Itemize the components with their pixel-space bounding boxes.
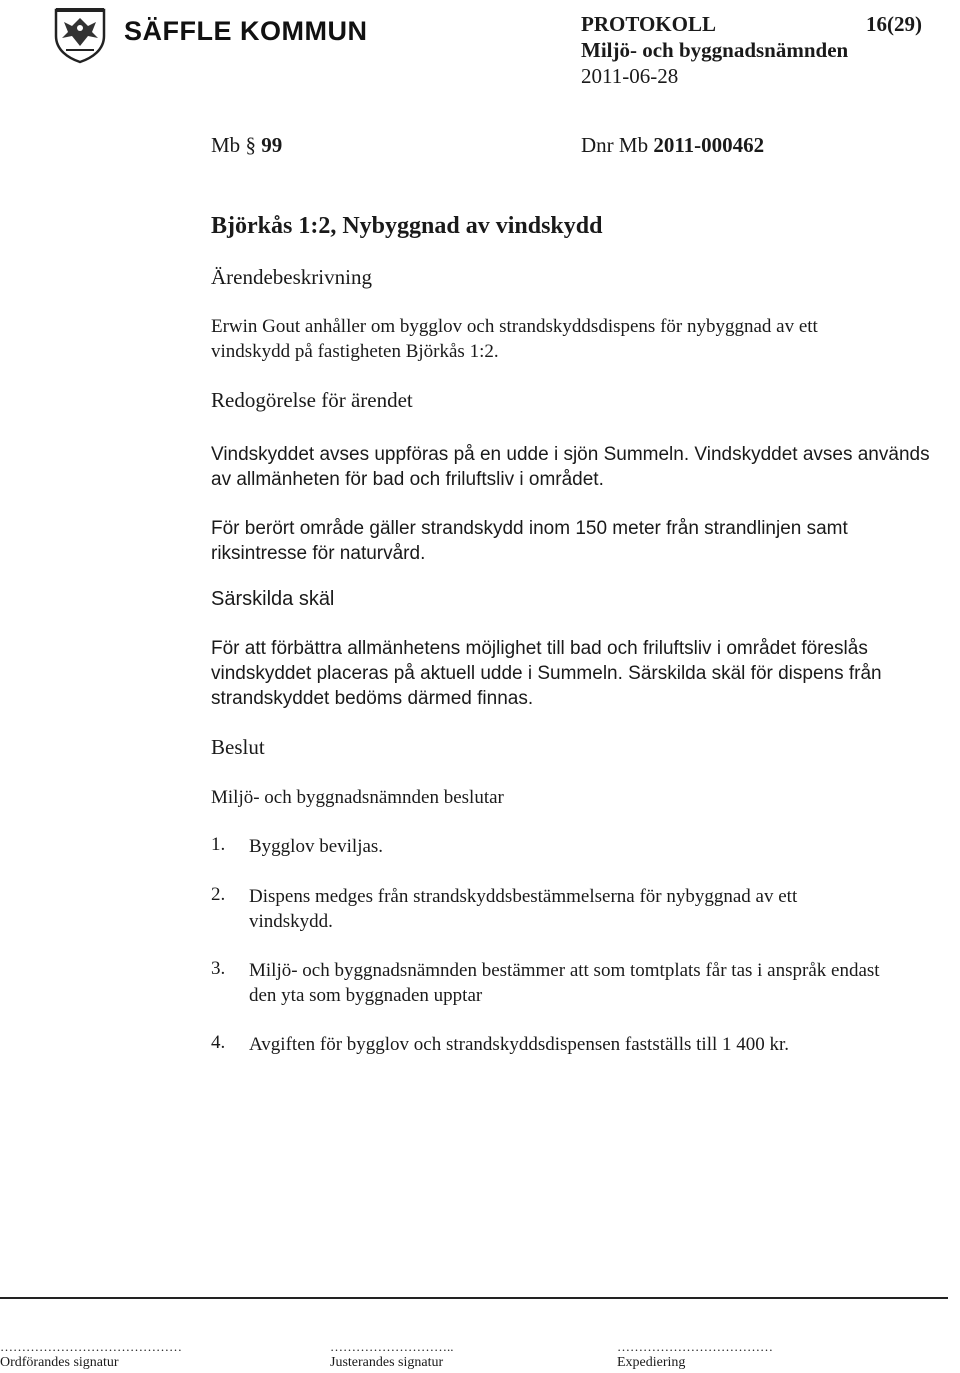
adjuster-signature-line: ……………………….. <box>330 1339 454 1354</box>
reasons-text <box>211 636 882 711</box>
account-paragraph-1 <box>211 442 930 492</box>
description-text <box>211 314 818 364</box>
section-symbol: § <box>245 133 256 157</box>
chair-signature-label: Ordförandes signatur <box>0 1355 119 1370</box>
decision-item-line: Miljö- och byggnadsnämnden bestämmer att som tomtplats får tas i anspråk endast <box>249 960 880 981</box>
municipality-name: SÄFFLE KOMMUN <box>124 16 368 46</box>
decision-item-line: den yta som byggnaden upptar <box>249 985 483 1006</box>
decision-item-text <box>249 884 797 934</box>
paragraph-reference <box>211 133 282 158</box>
decision-item-number: 1. <box>211 834 226 855</box>
adjuster-signature-label: Justerandes signatur <box>330 1355 444 1370</box>
reasons-line: För att förbättra allmänhetens möjlighet till bad och friluftsliv i området föreslås <box>211 638 868 659</box>
committee-name: Miljö- och byggnadsnämnden <box>581 38 849 62</box>
municipality-coat-of-arms-logo <box>52 6 108 64</box>
decision-item-line: Avgiften för bygglov och strandskyddsdispensen fastställs till 1 400 kr. <box>249 1034 790 1055</box>
case-number <box>581 133 764 158</box>
dnr-number: 2011-000462 <box>653 133 765 157</box>
account-paragraph-2 <box>211 516 848 566</box>
case-title: Björkås 1:2, Nybyggnad av vindskydd <box>211 213 603 239</box>
decision-intro: Miljö- och byggnadsnämnden beslutar <box>211 787 504 808</box>
footer-divider <box>0 1297 948 1299</box>
decision-item-line: vindskydd. <box>249 911 333 932</box>
account-line: riksintresse för naturvård. <box>211 543 426 564</box>
mb-prefix: Mb <box>211 133 241 157</box>
decision-item-text <box>249 1032 789 1057</box>
decision-item-number: 2. <box>211 884 226 905</box>
account-heading: Redogörelse för ärendet <box>211 388 413 412</box>
reasons-line: strandskyddet bedöms därmed finnas. <box>211 688 534 709</box>
decision-heading: Beslut <box>211 735 265 759</box>
decision-item-line: Bygglov beviljas. <box>249 836 384 857</box>
description-heading: Ärendebeskrivning <box>211 265 372 289</box>
page-number: 16(29) <box>866 12 922 36</box>
decision-item-number: 3. <box>211 958 226 979</box>
decision-item-text <box>249 958 880 1008</box>
account-line: av allmänheten för bad och friluftsliv i området. <box>211 469 604 490</box>
decision-item-text <box>249 834 383 859</box>
dispatch-signature-label: Expediering <box>617 1355 686 1370</box>
reasons-line: vindskyddet placeras på aktuell udde i Summeln. Särskilda skäl för dispens från <box>211 663 882 684</box>
decision-item-line: Dispens medges från strandskyddsbestämmelserna för nybyggnad av ett <box>249 886 798 907</box>
chair-signature-line: …………………………………… <box>0 1339 182 1354</box>
reasons-heading: Särskilda skäl <box>211 588 335 610</box>
dispatch-signature-line: ……………………………… <box>617 1339 773 1354</box>
dnr-prefix: Dnr Mb <box>581 133 649 157</box>
account-line: Vindskyddet avses uppföras på en udde i sjön Summeln. Vindskyddet avses används <box>211 444 930 465</box>
account-line: För berört område gäller strandskydd inom 150 meter från strandlinjen samt <box>211 518 848 539</box>
description-line: vindskydd på fastigheten Björkås 1:2. <box>211 341 499 362</box>
description-line: Erwin Gout anhåller om bygglov och strandskyddsdispens för nybyggnad av ett <box>211 316 818 337</box>
mb-number: 99 <box>261 133 283 157</box>
document-type: PROTOKOLL <box>581 12 716 36</box>
decision-item-number: 4. <box>211 1032 226 1053</box>
meeting-date: 2011-06-28 <box>581 64 679 88</box>
